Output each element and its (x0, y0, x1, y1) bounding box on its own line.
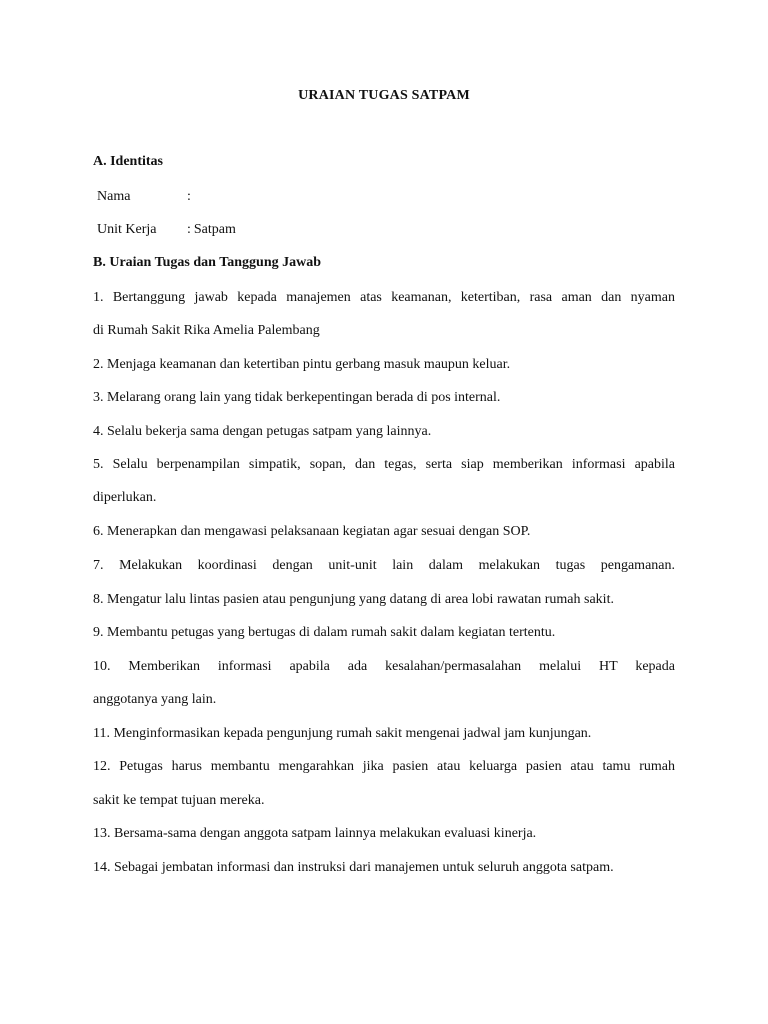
duty-line: 4. Selalu bekerja sama dengan petugas satpam yang lainnya. (93, 424, 432, 439)
duty-line: 2. Menjaga keamanan dan ketertiban pintu gerbang masuk maupun keluar. (93, 357, 511, 372)
document-page (93, 0, 675, 1024)
identity-colon: : (187, 189, 191, 204)
document-title: URAIAN TUGAS SATPAM (298, 88, 470, 103)
duty-line: 14. Sebagai jembatan informasi dan instruksi dari manajemen untuk seluruh anggota satpam. (93, 860, 614, 875)
duty-line: 3. Melarang orang lain yang tidak berkepentingan berada di pos internal. (93, 390, 501, 405)
duty-line: 9. Membantu petugas yang bertugas di dalam rumah sakit dalam kegiatan tertentu. (93, 625, 556, 640)
identity-row-nama (97, 189, 194, 205)
duty-line: 1. Bertanggung jawab kepada manajemen atas keamanan, ketertiban, rasa aman dan nyaman (93, 290, 675, 305)
identity-label: Unit Kerja (97, 222, 157, 237)
duty-line: 10. Memberikan informasi apabila ada kesalahan/permasalahan melalui HT kepada (93, 659, 675, 674)
duty-line: 13. Bersama-sama dengan anggota satpam lainnya melakukan evaluasi kinerja. (93, 826, 537, 841)
duty-line: 5. Selalu berpenampilan simpatik, sopan, dan tegas, serta siap memberikan informasi apabila (93, 457, 675, 472)
identity-label: Nama (97, 189, 131, 204)
identity-colon: : (187, 222, 191, 237)
duty-line: anggotanya yang lain. (93, 692, 217, 707)
duty-line: di Rumah Sakit Rika Amelia Palembang (93, 323, 320, 338)
duty-line: sakit ke tempat tujuan mereka. (93, 793, 265, 808)
duty-line: 6. Menerapkan dan mengawasi pelaksanaan kegiatan agar sesuai dengan SOP. (93, 524, 531, 539)
duty-line: 7. Melakukan koordinasi dengan unit-unit lain dalam melakukan tugas pengamanan. (93, 558, 675, 573)
duty-line: 8. Mengatur lalu lintas pasien atau pengunjung yang datang di area lobi rawatan rumah sakit. (93, 592, 614, 607)
duty-line: 12. Petugas harus membantu mengarahkan jika pasien atau keluarga pasien atau tamu rumah (93, 759, 675, 774)
section-a-heading: A. Identitas (93, 154, 164, 169)
identity-row-unit-kerja (97, 222, 236, 238)
section-b-heading: B. Uraian Tugas dan Tanggung Jawab (93, 255, 321, 270)
duty-line: diperlukan. (93, 490, 157, 505)
duty-line: 11. Menginformasikan kepada pengunjung rumah sakit mengenai jadwal jam kunjungan. (93, 726, 592, 741)
identity-value: Satpam (193, 222, 236, 237)
